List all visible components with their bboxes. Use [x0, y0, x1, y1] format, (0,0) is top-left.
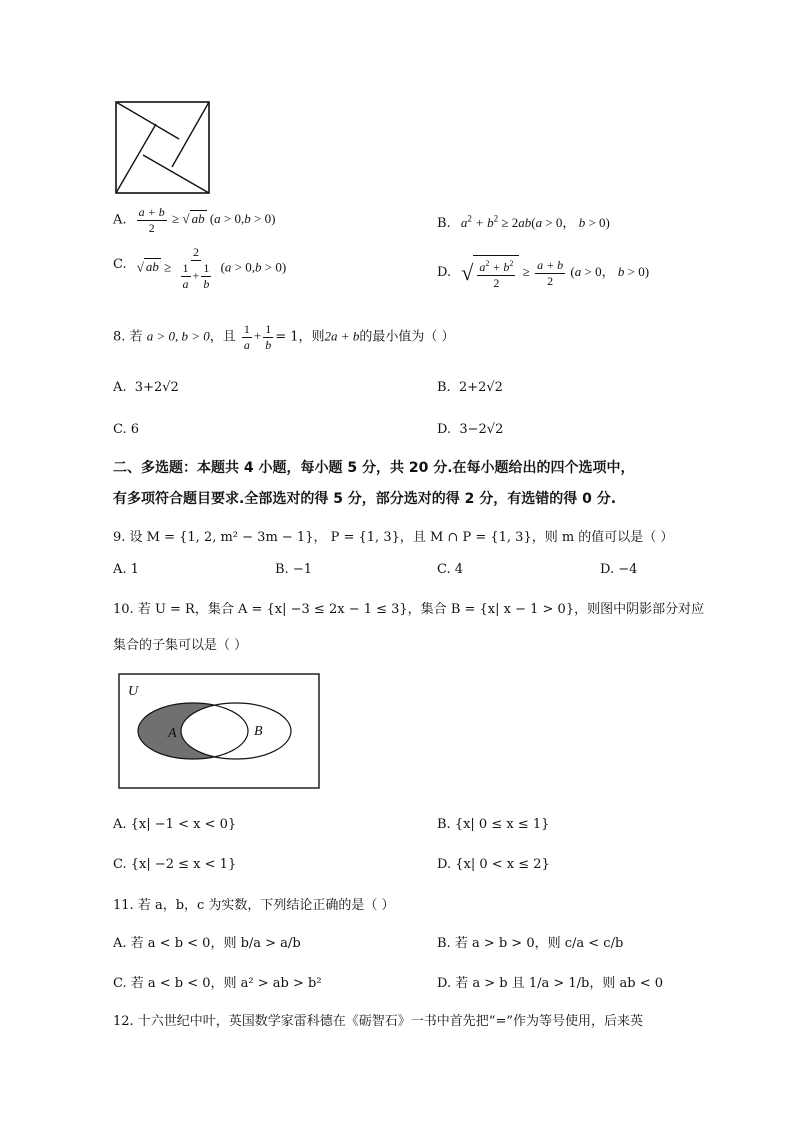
- venn-label-a: A: [168, 726, 177, 741]
- q10-option-d: D. {x| 0 < x ≤ 2}: [437, 857, 550, 872]
- q12-stem: 12. 十六世纪中叶，英国数学家雷科德在《砺智石》一书中首先把“=”作为等号使用，后来英: [113, 1014, 643, 1029]
- q9-option-d: D. −4: [600, 562, 638, 577]
- q9-option-b: B. −1: [275, 562, 312, 577]
- q9-stem: 9. 设 M = {1, 2, m² − 3m − 1}， P = {1, 3}，且 M ∩ P = {1, 3}，则 m 的值可以是（ ）: [113, 530, 674, 545]
- q8-stem: 8. 若 a > 0, b > 0，且 $\frac{1}{a}$ + $\frac{1}{b}$ = 1，则2a + b的最小值为（ ）: [113, 322, 455, 352]
- q11-option-d: D. 若 a > b 且 1/a > 1/b，则 ab < 0: [437, 976, 664, 991]
- q10-option-c: C. {x| −2 ≤ x < 1}: [113, 857, 237, 872]
- q9-option-c: C. 4: [437, 562, 464, 577]
- venn-diagram: [118, 673, 321, 790]
- q11-stem: 11. 若 a，b，c 为实数，下列结论正确的是（ ）: [113, 898, 395, 913]
- q8-option-b: B. 2+2√2: [437, 380, 503, 395]
- pinwheel-square-figure: [113, 100, 213, 196]
- q10-option-b: B. {x| 0 ≤ x ≤ 1}: [437, 817, 550, 832]
- q10-stem-line1: 10. 若 U = R，集合 A = {x| −3 ≤ 2x − 1 ≤ 3}，集合 B = {x| x − 1 > 0}，则图中阴影部分对应: [113, 602, 705, 617]
- venn-label-u: U: [128, 684, 139, 699]
- q7-option-d: D. √ $\frac{a^2 + b^2}{2}$ ≥ $\frac{a + b}{2}$ (a > 0， b > 0): [437, 255, 649, 291]
- q11-option-a: A. 若 a < b < 0，则 b/a > a/b: [113, 936, 301, 951]
- section2-line2: 有多项符合题目要求.全部选对的得 5 分，部分选对的得 2 分，有选错的得 0 分.: [113, 491, 617, 507]
- section2-line1: 二、多选题：本题共 4 小题，每小题 5 分，共 20 分.在每小题给出的四个选项中，: [113, 460, 635, 476]
- q11-option-b: B. 若 a > b > 0，则 c/a < c/b: [437, 936, 624, 951]
- venn-label-b: B: [254, 724, 263, 739]
- q8-option-c: C. 6: [113, 422, 140, 437]
- q7-option-c: C. √ ab ≥ 2 $\frac{1}{a}$ + $\frac{1}{b}$ (a > 0,b > 0): [113, 245, 287, 291]
- q8-option-a: A. 3+2√2: [113, 380, 179, 395]
- q11-option-c: C. 若 a < b < 0，则 a² > ab > b²: [113, 976, 322, 991]
- q7-option-b: B. $a^2 + b^2 \ge 2ab(a > 0$， b > 0): [437, 213, 610, 231]
- q9-option-a: A. 1: [113, 562, 139, 577]
- q8-option-d: D. 3−2√2: [437, 422, 504, 437]
- q10-stem-line2: 集合的子集可以是（ ）: [113, 638, 248, 653]
- q7-option-a: A. $\frac{a + b}{2}$ ≥ √ ab (a > 0,b > 0): [113, 205, 276, 235]
- q10-option-a: A. {x| −1 < x < 0}: [113, 817, 237, 832]
